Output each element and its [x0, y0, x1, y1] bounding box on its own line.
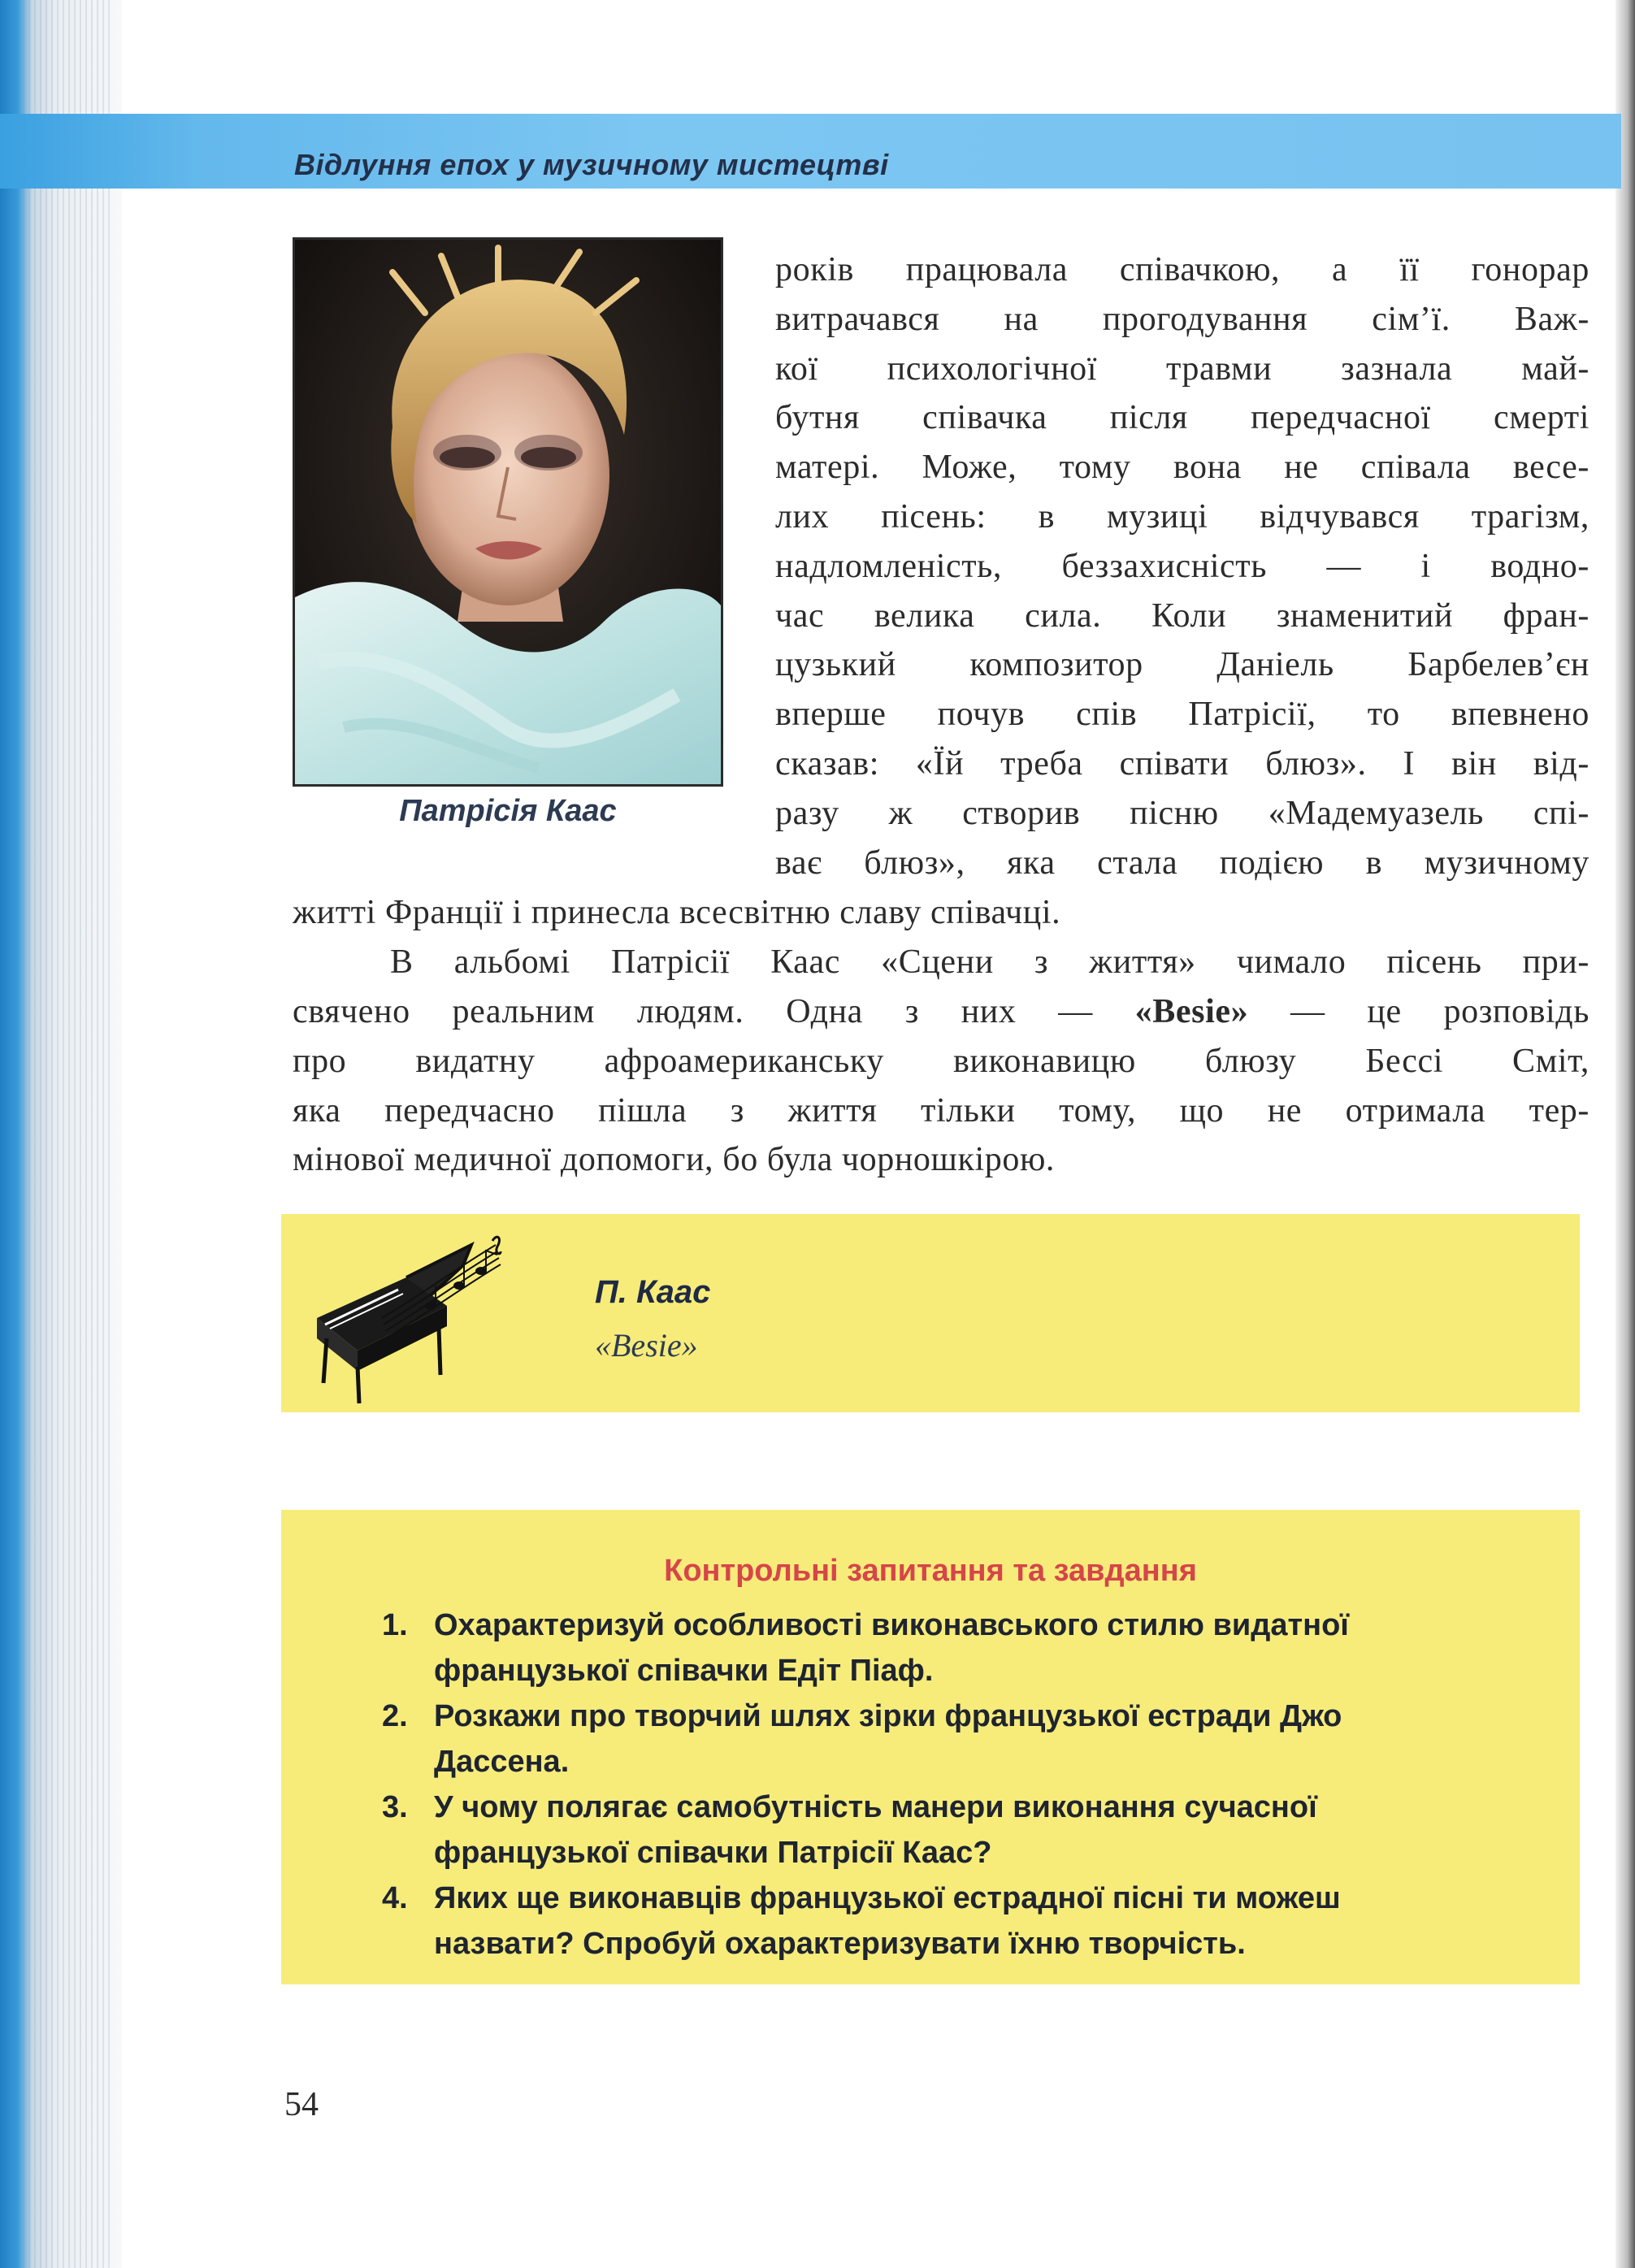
question-line: французької співачки Едіт Піаф.: [434, 1654, 934, 1688]
text-line: житті Франції і принесла всесвітню славу співачці.: [293, 894, 1061, 932]
question-item: [382, 1693, 1552, 1784]
text-line: час велика сила. Коли знаменитий фран-: [775, 596, 1589, 635]
portrait-photo: [293, 237, 723, 787]
text-fragment: свячено реальним людям. Одна з них —: [293, 992, 1093, 1030]
text-line: яка передчасно пішла з життя тільки тому, що не отримала тер-: [293, 1091, 1589, 1130]
body-text-full: [293, 888, 1589, 1185]
question-number: 1.: [382, 1608, 408, 1642]
question-line: французької співачки Патрісії Каас?: [434, 1836, 992, 1870]
text-line: кої психологічної травми зазнала май-: [775, 349, 1589, 388]
text-line-with-title: [293, 987, 1589, 1037]
text-line: сказав: «Їй треба співати блюз». І він від-: [775, 744, 1589, 783]
section-header-title: Відлуння епох у музичному мистецтві: [294, 148, 889, 181]
question-line: У чому полягає самобутність манери виконання сучасної: [434, 1790, 1317, 1824]
question-line: Дассена.: [434, 1745, 570, 1779]
text-line: надломленість, беззахисність — і водно-: [775, 547, 1589, 585]
text-line: про видатну афроамериканську виконавицю блюзу Бессі Сміт,: [293, 1042, 1589, 1080]
question-item: [382, 1602, 1552, 1693]
questions-title: Контрольні запитання та завдання: [664, 1554, 1197, 1588]
text-line: ває блюз», яка стала подією в музичному: [775, 843, 1589, 882]
text-line: витрачався на прогодування сім’ї. Важ-: [775, 300, 1589, 338]
question-number: 3.: [382, 1790, 408, 1824]
text-line: вперше почув спів Патрісії, то впевнено: [775, 696, 1589, 734]
question-line: Розкажи про творчий шлях зірки французької естради Джо: [434, 1699, 1342, 1733]
question-line: Охарактеризуй особливості виконавського стилю видатної: [434, 1608, 1349, 1642]
question-item: [382, 1876, 1552, 1967]
body-text-column: [775, 245, 1589, 887]
text-line: мінової медичної допомоги, бо була чорношкірою.: [293, 1141, 1056, 1179]
text-line: лих пісень: в музиці відчувався трагізм,: [775, 497, 1589, 536]
text-line: цузький композитор Даніель Барбелев’єн: [775, 646, 1589, 684]
question-item: [382, 1784, 1552, 1876]
book-page-edge-lines: [23, 0, 112, 2268]
text-fragment: — це розповідь: [1290, 992, 1589, 1030]
text-line: бутня співачка після передчасної смерті: [775, 399, 1589, 437]
piano-notes-icon: [309, 1229, 504, 1407]
portrait-illustration: [295, 240, 721, 784]
text-line: років працювала співачкою, а її гонорар: [775, 251, 1589, 288]
listening-piece-title: «Besie»: [595, 1327, 698, 1364]
question-line: Яких ще виконавців французької естрадної пісні ти можеш: [434, 1881, 1341, 1915]
question-number: 2.: [382, 1699, 408, 1733]
question-line: назвати? Спробуй охарактеризувати їхню творчість.: [434, 1927, 1246, 1961]
text-line: разу ж створив пісню «Мадемуазель спі-: [775, 794, 1589, 832]
page-number: 54: [284, 2086, 319, 2123]
text-line: матері. Може, тому вона не співала весе-: [775, 449, 1589, 487]
listening-composer: П. Каас: [595, 1274, 711, 1310]
book-spine-shadow: [1615, 0, 1635, 2268]
photo-caption: Патрісія Каас: [399, 794, 617, 828]
song-title-besie: «Besie»: [1134, 992, 1249, 1030]
text-line: В альбомі Патрісії Каас «Сцени з життя» чимало пісень при-: [390, 943, 1589, 982]
question-number: 4.: [382, 1881, 408, 1915]
questions-list: [382, 1602, 1552, 1967]
